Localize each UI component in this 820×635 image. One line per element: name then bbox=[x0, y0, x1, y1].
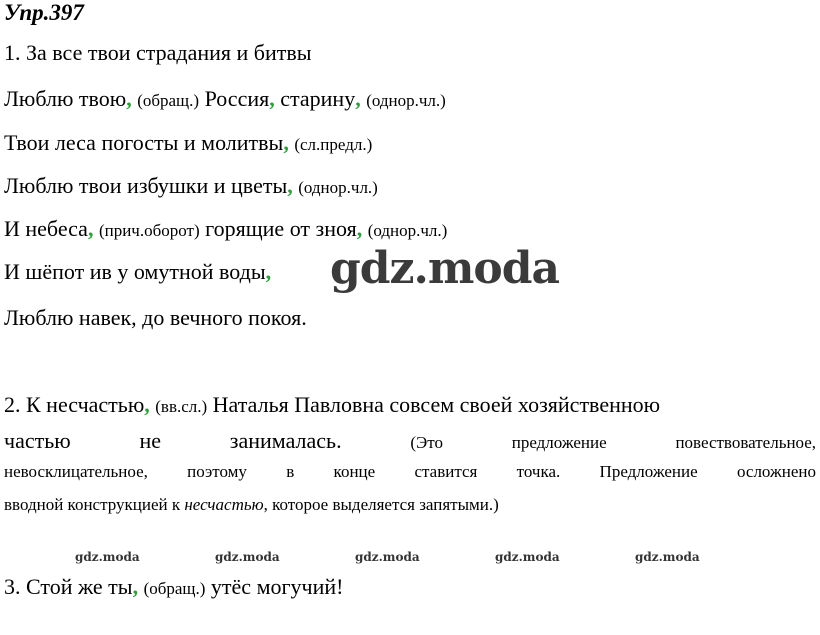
ex3-line: 3. Стой же ты, (обращ.) утёс могучий! bbox=[4, 574, 344, 599]
watermark-small: gdz.moda bbox=[635, 550, 700, 564]
poem-line-3: Твои леса погосты и молитвы, (сл.предл.) bbox=[4, 130, 373, 155]
ex2-line-2: частью не занималась. (Это предложение повествовательное, bbox=[4, 428, 817, 453]
poem-line-1: 1. За все твои страдания и битвы bbox=[4, 40, 312, 65]
watermark-small: gdz.moda bbox=[495, 550, 560, 564]
ex2-line-1: 2. К несчастью, (вв.сл.) Наталья Павловна совсем своей хозяйственною bbox=[4, 392, 661, 417]
exercise-title: Упр.397 bbox=[4, 0, 84, 25]
ex2-line-3: невосклицательное, поэтому в конце ставится точка. Предложение осложнено bbox=[4, 462, 816, 481]
ex2-line-4: вводной конструкцией к несчастью, которое выделяется запятыми.) bbox=[4, 495, 499, 514]
watermark-small: gdz.moda bbox=[355, 550, 420, 564]
watermark-small: gdz.moda bbox=[215, 550, 280, 564]
poem-line-4: Люблю твои избушки и цветы, (однор.чл.) bbox=[4, 173, 378, 198]
poem-line-5: И небеса, (прич.оборот) горящие от зноя, (однор.чл.) bbox=[4, 216, 448, 241]
watermark-logo: gdz.moda bbox=[330, 243, 560, 294]
poem-line-6: И шёпот ив у омутной воды, bbox=[4, 259, 272, 284]
poem-line-7: Люблю навек, до вечного покоя. bbox=[4, 305, 307, 330]
watermark-small: gdz.moda bbox=[75, 550, 140, 564]
poem-line-2: Люблю твою, (обращ.) Россия, старину, (однор.чл.) bbox=[4, 86, 446, 111]
